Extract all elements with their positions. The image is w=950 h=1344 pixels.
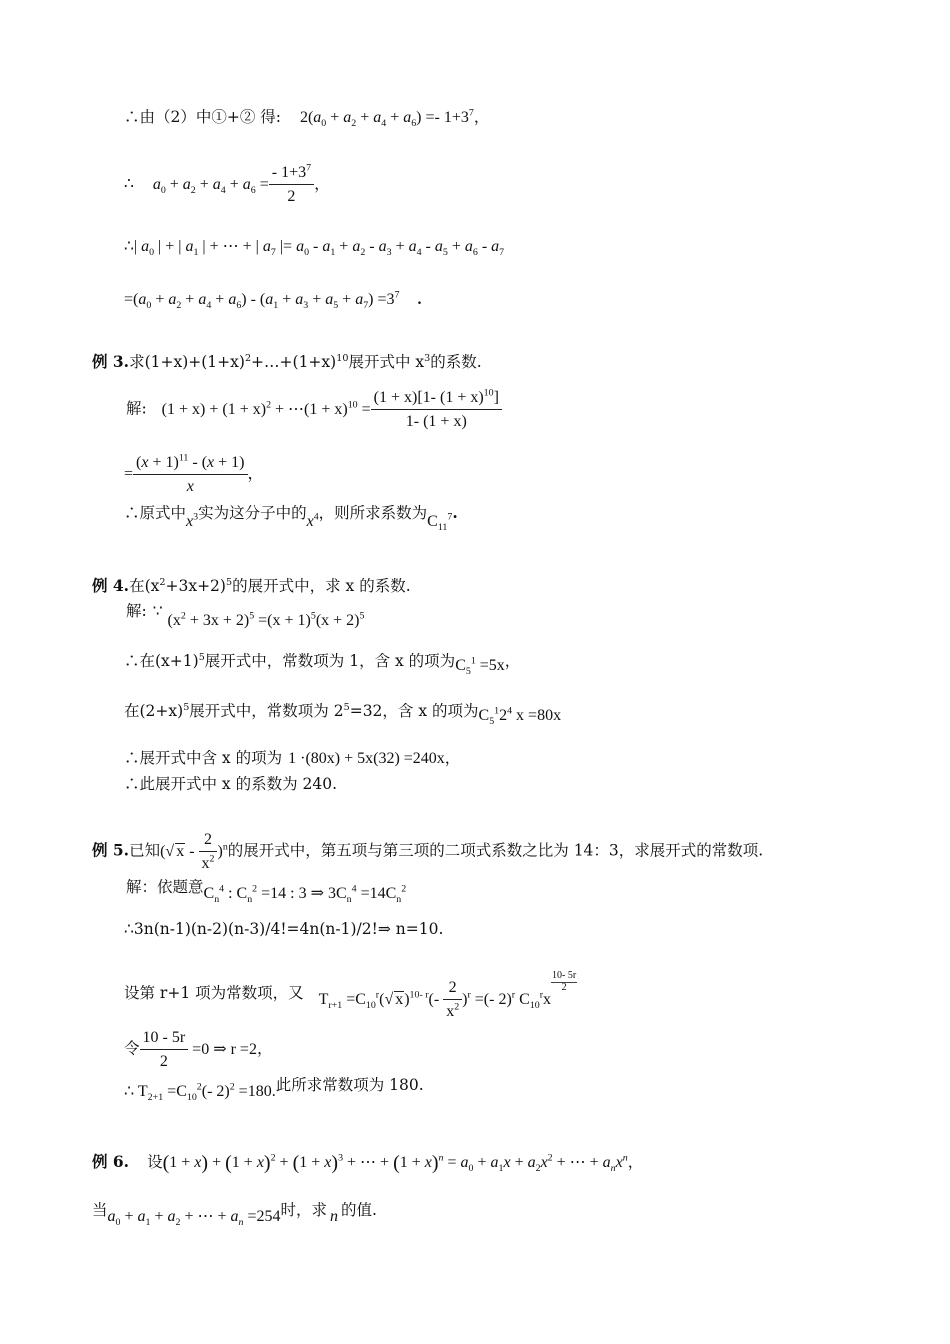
example-5-label: 例 5. (92, 840, 130, 860)
formula: $a_0 + a_1 + a_2$ + ⋯ + $a_n =254$ (107, 1208, 281, 1229)
example-4-solution-5: ∴此展开式中 x 的系数为 240. (124, 775, 338, 793)
formula: ∴ $T_{2+1} =C_{10}^2(-$ 2)$^2$ =180. (124, 1081, 276, 1104)
formula: $(1 + x) + (1 + x)^2 + (1 + x)^3$ + ⋯ + $(1 + x)^n = a_0 + a_1x + a_2x^2$ + ⋯ + $a_nx^n$ (162, 1152, 628, 1175)
example-4-solution-1: 解: ∵ $(x^2 + 3x + 2)^5 =(x + 1)^5(x + 2)^5$ (126, 602, 365, 629)
therefore-symbol: ∴ (124, 174, 134, 193)
example-4-question: 例 4.在$(x^2+3x+2)^5$的展开式中，求 x 的系数. (92, 576, 411, 595)
formula: (√ x - $\frac{2}{x^2}$ )$^n$ (160, 831, 228, 872)
step-text: ∴由（2）中①+② 得: (124, 108, 281, 126)
formula: | $a_0$ | + | $a_1$ | + ⋯ + | $a_7$ |= $a_0 - a_1 + a_2 - a_3 + a_4 - a_5 + a_6 - a_7$ (133, 238, 505, 259)
example-4-solution-2: ∴在$(x+1)^5$展开式中，常数项为 1，含 x 的项为$C_5^1 =5x$， (124, 651, 521, 678)
example-5-solution-3: 设第 r+1 项为常数项，又 $T_{r+1} =C_{10}^r(√$ x)$^{10- r}$(- $\frac{2}{x^2}$ )$^r$ =(- 2)$^r$ $C_{10}^rx$ $\frac{10- 5r}{2}$ (124, 970, 577, 1021)
example-3-solution-1: 解: $(1 + x) + (1 + x)^2$ + ⋯(1 + x)$^{10}$ = $\frac{(1 + x)[1- (1 + x)^{10}]}{1- (1 + x)}$ (126, 390, 502, 430)
step-line-sum-4: $=(a_0 + a_2 + a_4 + a_6) - (a_1 + a_3 + a_5 + a_7) =3^7$ . (124, 289, 422, 312)
formula: $a_0 + a_2 + a_4 + a_6$ = $\frac{- 1+3^7}{2}$ ， (152, 162, 331, 205)
example-5-solution-1: 解：依题意$C_n^4$ : $C_n^2 =14$ : 3 ⇒ $3C_n^4 =14C_n^2$ (126, 878, 407, 906)
formula: $T_{r+1} =C_{10}^r(√$ x)$^{10- r}$(- $\frac{2}{x^2}$ )$^r$ =(- 2)$^r$ $C_{10}^rx$ $\frac{10- 5r}{2}$ (318, 970, 577, 1021)
example-4-label: 例 4. (92, 576, 130, 595)
formula: $(x^2 + 3x + 2)^5 =(x + 1)^5(x + 2)^5$ (167, 610, 365, 629)
example-5-question: 例 5.已知(√ x - $\frac{2}{x^2}$ )$^n$的展开式中，第五项与第三项的二项式系数之比为 14：3，求展开式的常数项. (92, 831, 764, 872)
example-4-solution-3: 在$(2+x)^5$展开式中，常数项为 $2^5=32$，含 x 的项为$C_5^12^4$ x =80x (124, 701, 562, 728)
example-3-conclusion: ∴原式中$x^3$实为这分子中的$x^4$，则所求系数为$C_{11}^7$. (124, 503, 458, 534)
formula: $C_n^4$ : $C_n^2 =14$ : 3 ⇒ $3C_n^4 =14C_n^2$ (203, 883, 407, 906)
example-5-solution-4: 令 $\frac{10 - 5r}{2}$ =0 ⇒ r =2， (124, 1029, 273, 1070)
example-3-question: 例 3.求$(1+x)+(1+x)^2+\dots+(1+x)^{10}$展开式中 $x^3$的系数. (92, 352, 482, 371)
example-3-solution-2: = $\frac{(x + 1)^{11} - (x + 1)}{x}$ ， (124, 452, 264, 495)
example-6-question: 例 6. 设$(1 + x) + (1 + x)^2 + (1 + x)^3$ + ⋯ + $(1 + x)^n = a_0 + a_1x + a_2x^2$ + ⋯ + $a_nx^n$， (92, 1152, 644, 1175)
formula: $2(a_0 + a_2 + a_4 + a_6) =- 1+3^7$ (299, 107, 474, 130)
example-6-label: 例 6. (92, 1152, 130, 1171)
example-4-solution-4: ∴展开式中含 x 的项为 1 ·(80x) + 5x(32) =240x， (124, 749, 461, 767)
therefore-symbol: ∴ (124, 237, 134, 255)
step-line-sum-3 (124, 237, 505, 259)
example-5-solution-5: ∴ $T_{2+1} =C_{10}^2(-$ 2)$^2$ =180.此所求常数项为 180. (124, 1076, 424, 1104)
step-line-sum-2 (124, 162, 331, 205)
example-3-label: 例 3. (92, 352, 130, 371)
example-5-solution-2: ∴3n(n-1)(n-2)(n-3)/4!=4n(n-1)/2!⇒ n=10. (124, 920, 444, 938)
formula: $\frac{10 - 5r}{2}$ =0 ⇒ r =2 (140, 1041, 257, 1058)
example-6-condition: 当$a_0 + a_1 + a_2$ + ⋯ + $a_n =254$时，求 n 的值. (92, 1201, 377, 1229)
formula: $(1 + x) + (1 + x)^2$ + ⋯(1 + x)$^{10}$ = $\frac{(1 + x)[1- (1 + x)^{10}]}{1- (1 + x)}$ (162, 401, 502, 418)
step-line-sum-1: ∴由（2）中①+② 得: $2(a_0 + a_2 + a_4 + a_6) =- 1+3^7$， (124, 107, 490, 130)
